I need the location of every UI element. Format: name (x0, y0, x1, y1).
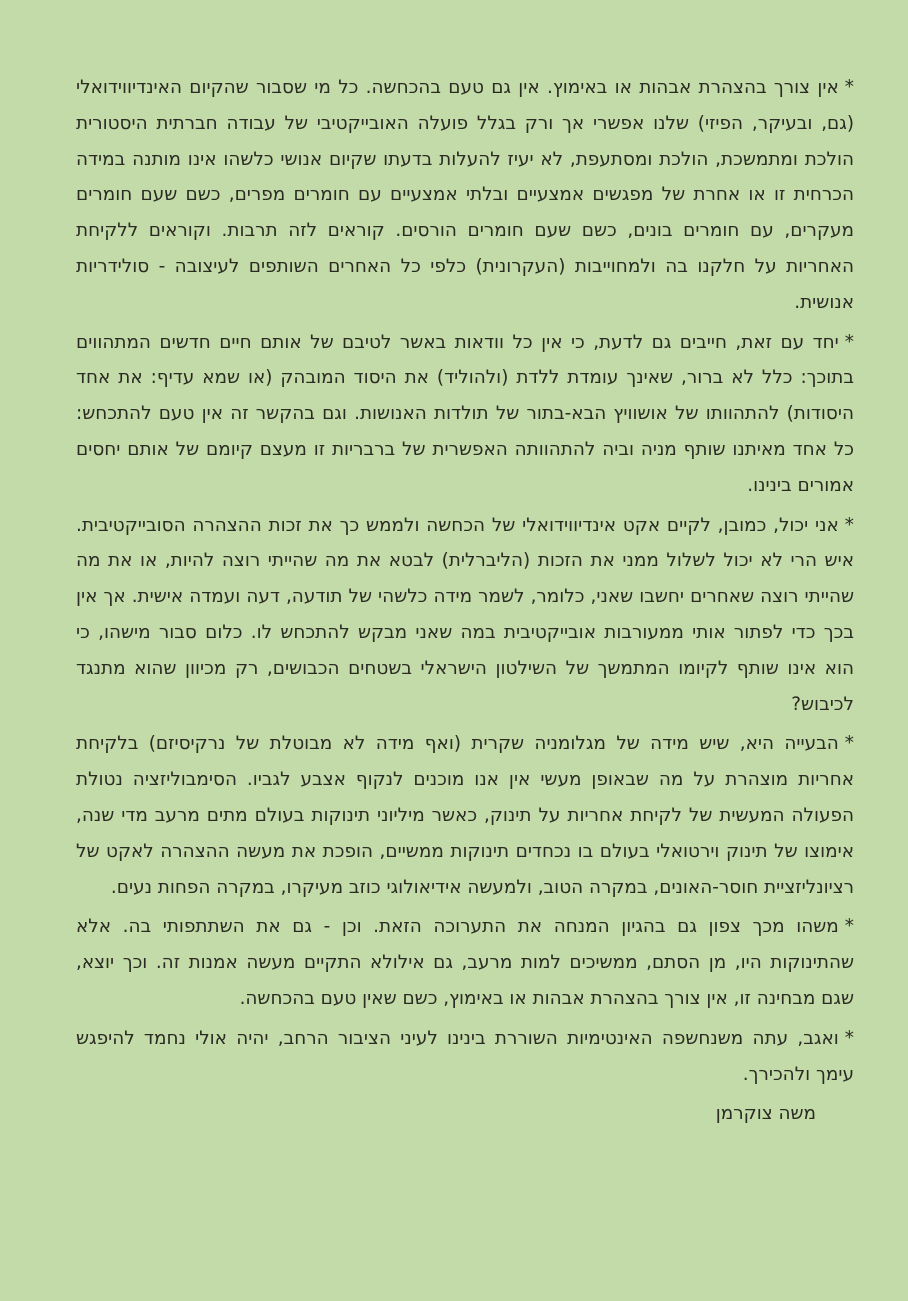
paragraph-1-text: אין צורך בהצהרת אבהות או באימוץ. אין גם טעם בהכחשה. כל מי שסבור שהקיום האינדיווידואלי (גם, ובעיקר, הפיזי) שלנו אפשרי אך ורק בגלל פועלה האובייקטיבי של עבודה חברתית היסטורית הולכת ומתמשכת, הולכת ומסתעפת, לא יעיז להעלות בדעתו שקיום אנושי כלשהו אינו מותנה במידה הכרחית זו או אחרת של מפגשים אמצעיים ובלתי אמצעיים עם חומרים מפרים, כשם שעם חומרים מעקרים, עם חומרים בונים, כשם שעם חומרים הורסים. קוראים לזה תרבות. וקוראים ללקיחת האחריות על חלקנו בה ולמחוייבות (העקרונית) כלפי כל האחרים השותפים לעיצובה - סולידריות אנושית. (76, 77, 854, 313)
paragraph-5 (76, 909, 854, 1016)
bullet-star: * (844, 514, 854, 536)
paragraph-4 (76, 726, 854, 905)
bullet-star: * (844, 77, 854, 98)
paragraph-6 (76, 1021, 854, 1093)
bullet-star: * (844, 916, 854, 938)
paragraph-2 (76, 325, 854, 504)
paragraph-6-text: ואגב, עתה משנחשפה האינטימיות השוררת בינינו לעיני הציבור הרחב, יהיה אולי נחמד להיפגש עימך ולהכירך. (76, 1027, 854, 1085)
paragraph-1 (76, 70, 854, 321)
paragraph-3 (76, 508, 854, 723)
paragraph-4-text: הבעייה היא, שיש מידה של מגלומניה שקרית (ואף מידה לא מבוטלת של נרקיסיזם) בלקיחת אחריות מוצהרת על מה שבאופן מעשי אין אנו מוכנים לנקוף אצבע לגביו. הסימבוליזציה נטולת הפעולה המעשית של לקיחת אחריות על תינוק, כאשר מיליוני תינוקות בעולם מתים מרעב מדי שנה, אימוצו של תינוק וירטואלי בעולם בו נכחדים תינוקות ממשיים, הופכת את מעשה ההצהרה לאקט של רציונליזציית חוסר-האונים, במקרה הטוב, ולמעשה אידיאולוגי כוזב מעיקרו, במקרה הפחות נעים. (76, 733, 854, 898)
paragraph-3-text: אני יכול, כמובן, לקיים אקט אינדיווידואלי של הכחשה ולממש כך את זכות ההצהרה הסובייקטיבית. איש הרי לא יכול לשלול ממני את הזכות (הליברלית) לבטא את מה שהייתי רוצה להיות, או את מה שהייתי רוצה שאחרים יחשבו שאני, כלומר, לשמר מידה כלשהי של תודעה, דעה ועמדה אישית. אך אין בכך כדי לפתור אותי ממעורבות אובייקטיבית במה שאני מבקש להתכחש לו. כלום סבור מישהו, כי הוא אינו שותף לקיומו המתמשך של השילטון הישראלי בשטחים הכבושים, רק מכיוון שהוא מתנגד לכיבוש? (76, 514, 854, 715)
author-signature: משה צוקרמן (715, 1103, 816, 1125)
bullet-star: * (844, 1027, 854, 1049)
paragraph-2-text: יחד עם זאת, חייבים גם לדעת, כי אין כל וודאות באשר לטיבם של אותם חיים חדשים המתהווים בתוכך: כלל לא ברור, שאינך עומדת ללדת (ולהוליד) את היסוד המובהק (או שמא עדיף: את אחד היסודות) להתהוותו של אושוויץ הבא-בתור של תולדות האנושות. וגם בהקשר זה אין טעם להתכחש: כל אחד מאיתנו שותף מניה וביה להתהוותה האפשרית של ברבריות זו מעצם קיומם של אותם יחסים אמורים בינינו. (76, 331, 854, 496)
paragraph-5-text: משהו מכך צפון גם בהגיון המנחה את התערוכה הזאת. וכן - גם את השתתפותי בה. אלא שהתינוקות היו, מן הסתם, ממשיכים למות מרעב, גם אילולא התקיים מעשה אמנות זה. וכך יוצא, שגם מבחינה זו, אין צורך בהצהרת אבהות או באימוץ, כשם שאין טעם בהכחשה. (76, 916, 854, 1009)
bullet-star: * (844, 331, 854, 353)
bullet-star: * (844, 733, 854, 755)
essay-page (76, 70, 854, 1132)
